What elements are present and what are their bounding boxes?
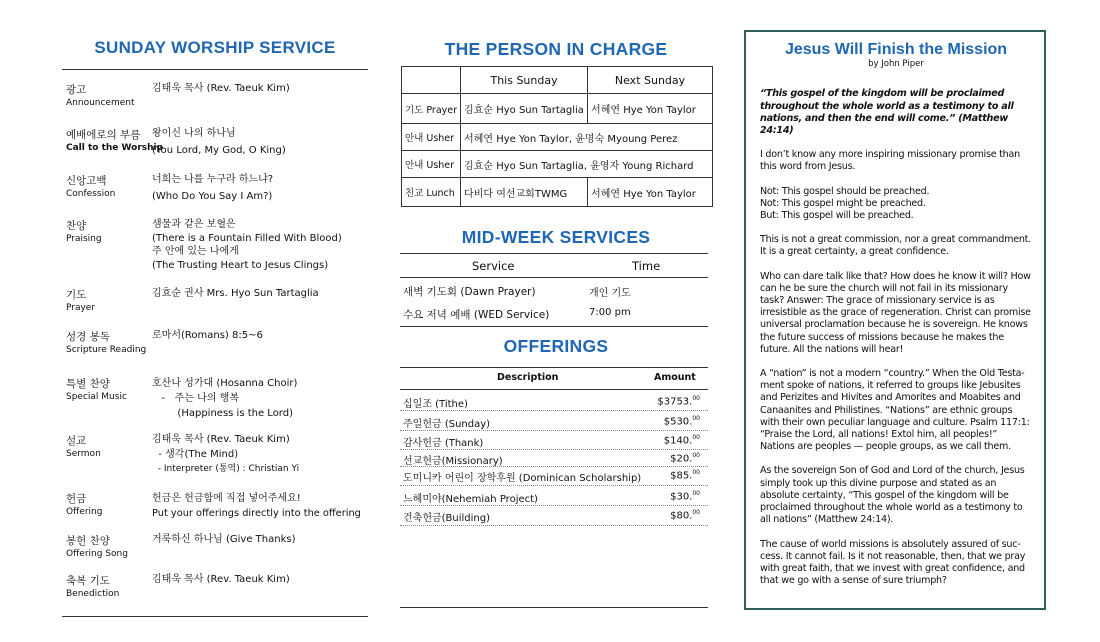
order-en: Offering Song [66, 549, 128, 559]
order-ko: 신앙고백 [66, 175, 107, 187]
article-box [744, 30, 1046, 610]
table-corner [402, 67, 461, 94]
order-en: Prayer [66, 303, 96, 313]
midweek-header-rule [400, 277, 708, 278]
offering-cents: 00 [692, 509, 700, 516]
midweek-service: 수요 저녁 예배 (WED Service) [403, 309, 550, 321]
order-line: 샘물과 같은 보혈은 [152, 219, 236, 230]
charge-title: THE PERSON IN CHARGE [444, 39, 668, 59]
offering-cents: 00 [692, 395, 700, 402]
order-line: - 생각(The Mind) [152, 448, 239, 460]
midweek-header-service: Service [472, 259, 515, 273]
article-line: But: This gospel will be preached. [760, 210, 914, 222]
offering-divider [400, 485, 708, 486]
midweek-top-rule [400, 253, 708, 254]
order-line: (Happiness is the Lord) [152, 408, 293, 419]
midweek-time: 7:00 pm [589, 307, 631, 318]
worship-column [62, 30, 368, 599]
midweek-bottom-rule [400, 326, 708, 327]
offering-desc: 주일헌금 (Sunday) [403, 419, 491, 430]
header-next-sunday: Next Sunday [588, 67, 713, 94]
offering-desc: 감사헌금 (Thank) [403, 438, 484, 449]
offering-amount: $3753. [657, 396, 693, 408]
offering-cents: 00 [692, 415, 700, 422]
order-ko: 헌금 [66, 493, 87, 505]
offering-divider [400, 505, 708, 506]
offerings-header-rule [400, 389, 708, 390]
offerings-header-desc: Description [497, 372, 559, 383]
order-line: 김태욱 목사 (Rev. Taeuk Kim) [152, 83, 290, 94]
article-quote: “This gospel of the kingdom will be proclaimed throughout the whole world as a testimony to all nations, and then the end will come.” (Matthew 24:14) [760, 88, 1014, 137]
order-ko: 찬양 [66, 220, 87, 232]
midweek-title: MID-WEEK SERVICES [461, 227, 651, 247]
midweek-service: 새벽 기도회 (Dawn Prayer) [403, 286, 536, 298]
order-line: 거룩하신 하나님 (Give Thanks) [152, 534, 296, 545]
article-paragraph: I don’t know any more inspiring missionary promise than this word from Jesus. [760, 149, 1020, 173]
order-line: 김태욱 목사 (Rev. Taeuk Kim) [152, 434, 290, 445]
order-en: Offering [66, 507, 103, 517]
offering-amount: $530. [663, 416, 693, 428]
order-line: (The Trusting Heart to Jesus Clings) [152, 259, 329, 271]
offering-amount: $20. [670, 453, 693, 465]
article-paragraph: Who can dare talk like that? How does he know it will? How can he be sure the church will not fail in its missionary task? Answer: The grace of missionary service is as irresistible as the grace of regeneration. Christ can promise universal proclamation because he is sovereign. He knows the future success of missions because he makes the future. All the nations will hear! [760, 270, 1031, 355]
worship-title: SUNDAY WORSHIP SERVICE [94, 38, 336, 57]
order-en: Announcement [66, 98, 135, 108]
article-paragraph: A “nation” is not a modern “country.” When the Old Testa-ment spoke of nations, it referred to groups like Jebusites and Perizites and Hivites and Amorites and Moabites and Canaanites and Philistines. “Nations” are ethnic groups with their own peculiar language and culture. Psalm 117:1: “Praise the Lord, all nations! Extol him, all peoples!” Nations are peoples — people groups, as we call them. [760, 368, 1030, 453]
order-line: - Interpreter (통역) : Christian Yi [152, 464, 300, 474]
order-en: Sermon [66, 449, 101, 459]
midweek-time: 개인 기도 [589, 288, 631, 299]
offering-cents: 00 [692, 452, 700, 459]
order-line: 로마서(Romans) 8:5~6 [152, 330, 263, 341]
offering-divider [400, 466, 708, 467]
row-this: 김효순 Hyo Sun Tartaglia [461, 94, 588, 124]
offerings-top-rule [400, 367, 708, 368]
row-next: 서혜연 Hye Yon Taylor [588, 178, 713, 207]
order-line: 왕이신 나의 하나님 [152, 128, 236, 139]
offerings-bottom-rule [400, 607, 708, 608]
row-role: 안내 Usher [402, 124, 461, 151]
offering-amount: $80. [670, 510, 693, 522]
midweek-header-time: Time [632, 259, 661, 273]
person-in-charge-table [401, 66, 713, 207]
row-span: 서혜연 Hye Yon Taylor, 윤명숙 Myoung Perez [461, 124, 713, 151]
order-line: (You Lord, My God, O King) [152, 144, 286, 156]
offering-desc: 도미니카 어린이 장학후원 (Dominican Scholarship) [403, 473, 642, 484]
offering-desc: 십일조 (Tithe) [403, 399, 468, 410]
order-en: Praising [66, 234, 102, 244]
middle-column [400, 30, 712, 524]
offering-divider [400, 525, 708, 526]
order-line: 김효순 권사 Mrs. Hyo Sun Tartaglia [152, 288, 319, 299]
order-ko: 봉헌 찬양 [66, 535, 110, 547]
order-en: Confession [66, 189, 116, 199]
offering-desc: 느헤미야(Nehemiah Project) [403, 494, 538, 505]
offering-amount: $140. [663, 435, 693, 447]
article-paragraph: As the sovereign Son of God and Lord of the church, Jesus simply took up this divine purpose and stated as an absolute certainty, “This gospel of the kingdom will be proclaimed throughout the whole world as a testimony to all nations” (Matthew 24:14). [760, 465, 1025, 526]
order-ko: 축복 기도 [66, 575, 110, 587]
order-en: Benediction [66, 589, 120, 599]
order-en: Special Music [66, 392, 127, 402]
offering-cents: 00 [692, 490, 700, 497]
offering-divider [400, 430, 708, 431]
order-line: 헌금은 헌금함에 직접 넣어주세요! [152, 493, 301, 504]
row-role: 안내 Usher [402, 151, 461, 178]
order-ko: 성경 봉독 [66, 331, 110, 343]
offering-divider [400, 449, 708, 450]
offering-amount: $85. [670, 470, 693, 482]
order-line: 너희는 나를 누구라 하느냐? [152, 174, 274, 185]
article-title: Jesus Will Finish the Mission [784, 41, 1008, 58]
article-byline: by John Piper [868, 59, 924, 70]
row-role: 친교 Lunch [402, 178, 461, 207]
offering-desc: 선교헌금(Missionary) [403, 456, 503, 467]
article-paragraph: This is not a great commission, nor a great commandment. It is a great certainty, a great confidence. [760, 234, 1031, 258]
offerings-header-amount: Amount [654, 372, 696, 383]
row-span: 김효순 Hyo Sun Tartaglia, 윤영자 Young Richard [461, 151, 713, 178]
order-line: 호산나 성가대 (Hosanna Choir) [152, 378, 298, 389]
worship-bottom-rule [62, 616, 368, 617]
order-line: (There is a Fountain Filled With Blood) [152, 232, 342, 244]
offering-cents: 00 [692, 434, 700, 441]
order-en: Scripture Reading [66, 345, 147, 355]
article [760, 41, 1032, 599]
article-line: Not: This gospel should be preached. [760, 185, 930, 197]
article-paragraph: The cause of world missions is absolutely assured of suc-cess. It cannot fail. Is it not reasonable, then, that we pray with great faith, that we invest with great confidence, and that we go with a sense of sure triumph? [760, 538, 1026, 587]
row-role: 기도 Prayer [402, 94, 461, 124]
offering-cents: 00 [692, 469, 700, 476]
order-ko: 예배에로의 부름 [66, 129, 141, 141]
offering-divider [400, 410, 708, 411]
offerings-title: OFFERINGS [503, 336, 609, 356]
row-this: 다비다 여선교회TWMG [461, 178, 588, 207]
order-line: (Who Do You Say I Am?) [152, 190, 273, 202]
order-ko: 특별 찬양 [66, 378, 110, 390]
article-line: Not: This gospel might be preached. [760, 197, 926, 209]
order-line: 김태욱 목사 (Rev. Taeuk Kim) [152, 574, 290, 585]
order-ko: 설교 [66, 435, 87, 447]
header-this-sunday: This Sunday [461, 67, 588, 94]
order-ko: 광고 [66, 84, 87, 96]
row-next: 서혜연 Hye Yon Taylor [588, 94, 713, 124]
order-line: 주 안에 있는 나에게 [152, 246, 239, 257]
order-line: - 주는 나의 행복 [152, 393, 239, 404]
offering-desc: 건축헌금(Building) [403, 513, 491, 524]
worship-top-rule [62, 69, 368, 70]
order-ko: 기도 [66, 289, 87, 301]
order-en: Call to the Worship [66, 143, 164, 153]
offering-amount: $30. [670, 491, 693, 503]
order-line: Put your offerings directly into the offering [152, 508, 361, 519]
